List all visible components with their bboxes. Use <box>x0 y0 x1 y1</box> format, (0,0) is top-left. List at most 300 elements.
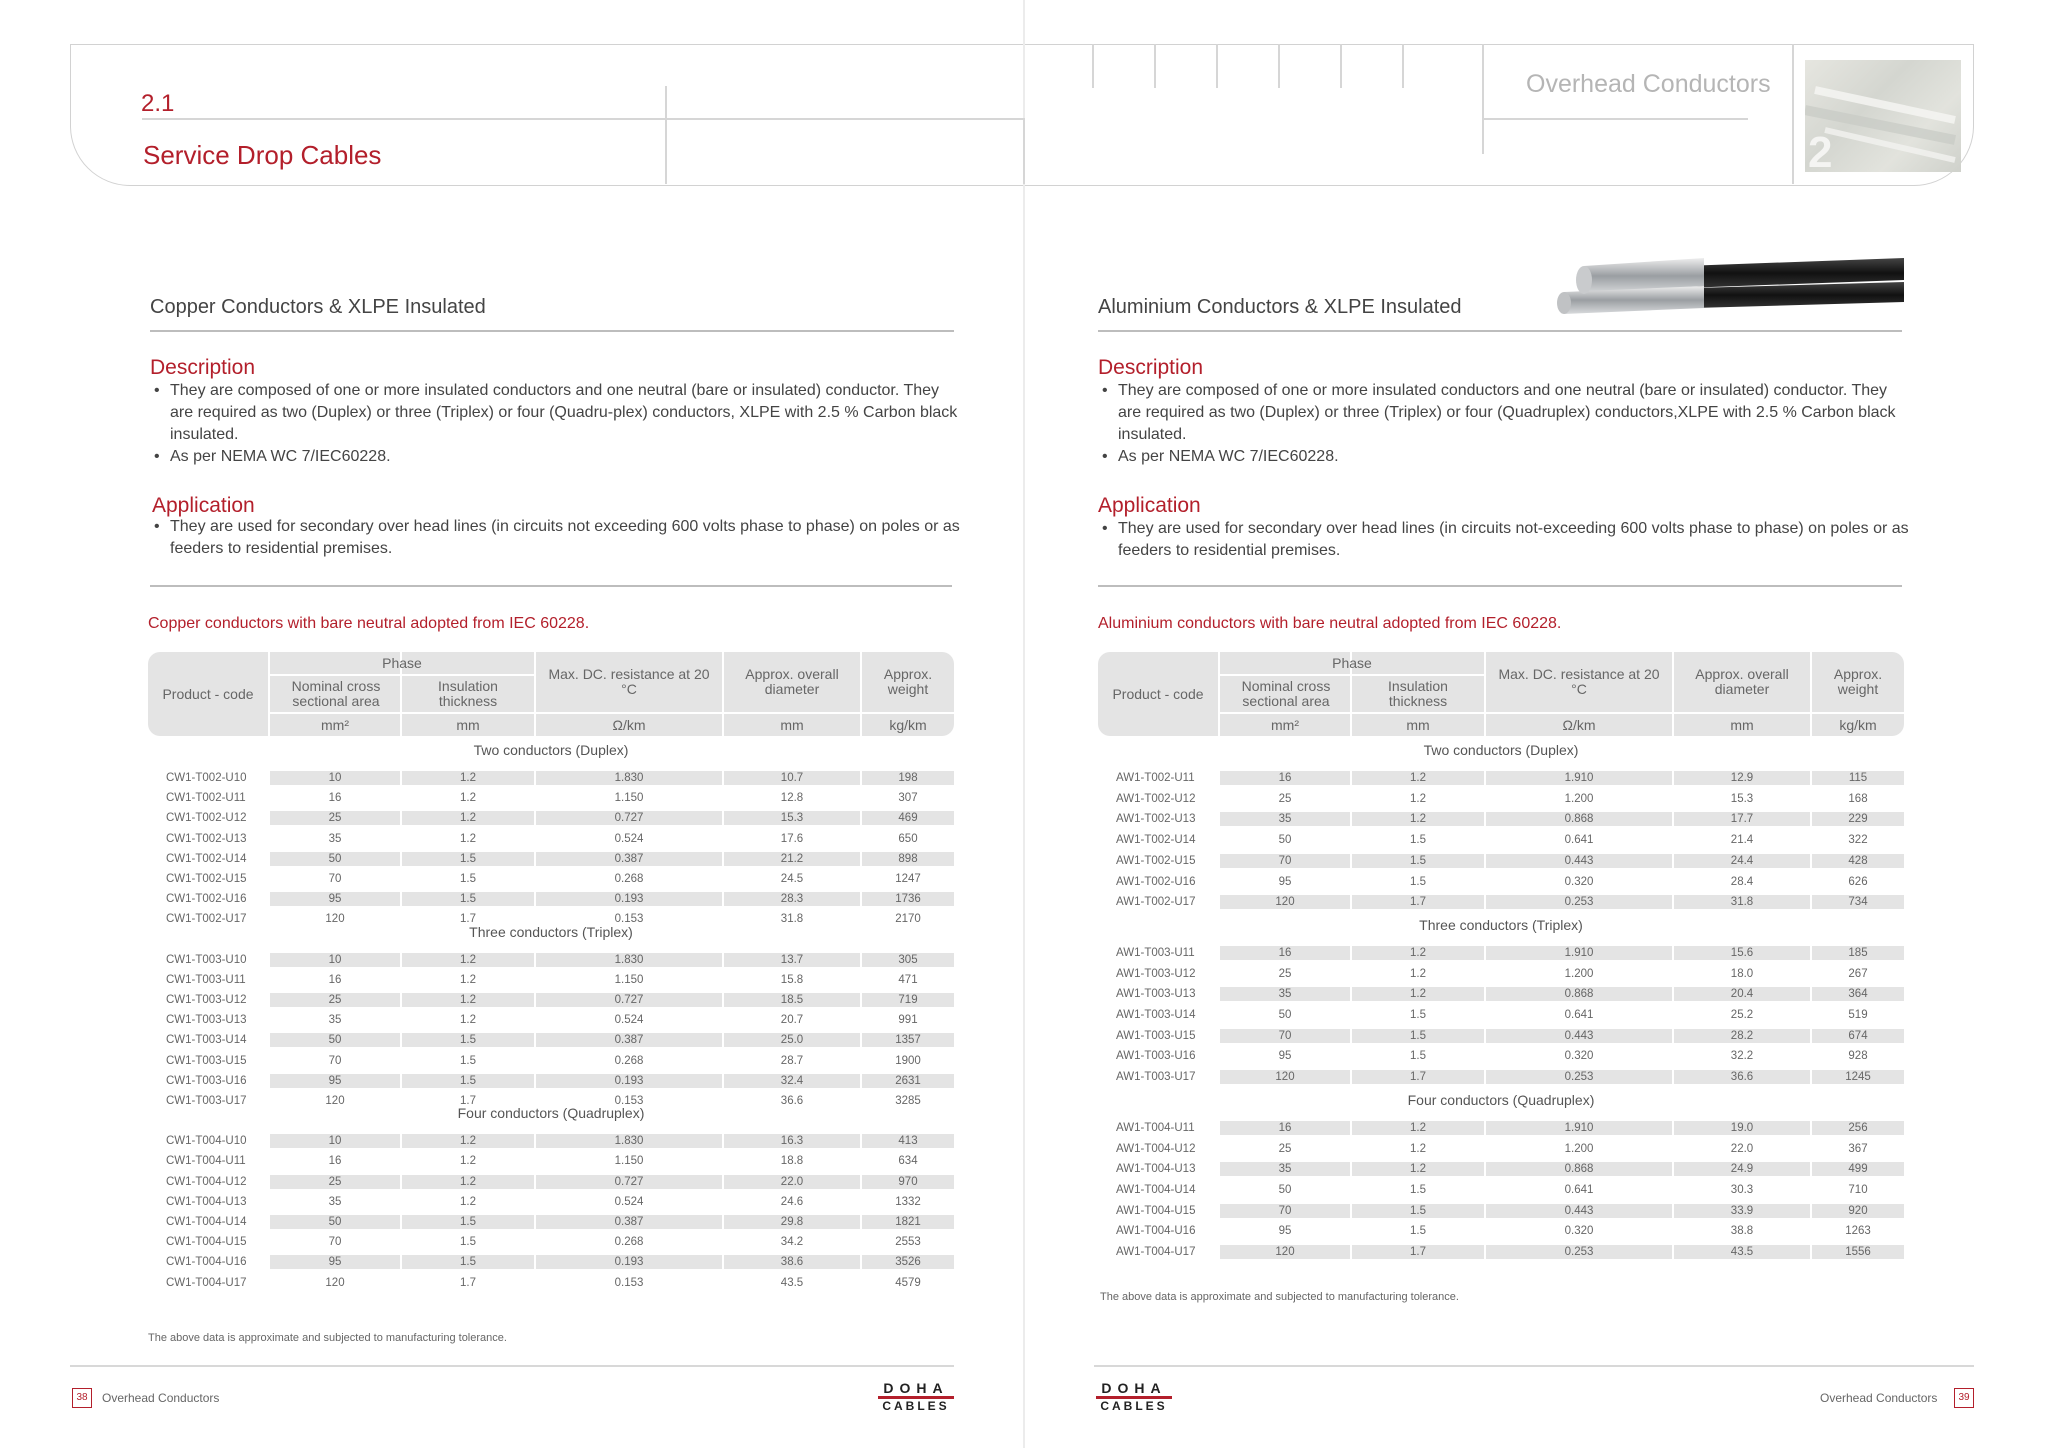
unit-insulation: mm <box>1406 716 1430 733</box>
value-cell: 1.2 <box>460 1195 476 1208</box>
table-row <box>148 1172 954 1192</box>
table-row <box>148 1212 954 1232</box>
value-cell: 1.2 <box>402 1134 534 1148</box>
table-row <box>1098 1005 1904 1025</box>
table-row <box>148 1131 954 1151</box>
header-phase: Phase <box>1332 654 1372 671</box>
value-cell: 120 <box>325 1276 345 1289</box>
description-heading: Description <box>1098 356 1204 379</box>
product-code-cell: CW1-T002-U12 <box>166 812 247 825</box>
tolerance-note: The above data is approximate and subjected to manufacturing tolerance. <box>148 1332 507 1344</box>
page-number: 39 <box>1954 1388 1974 1408</box>
table-header <box>148 652 954 736</box>
table-row <box>1098 1159 1904 1179</box>
table-caption: Copper conductors with bare neutral adopted from IEC 60228. <box>148 615 590 632</box>
product-code-cell: CW1-T004-U14 <box>166 1216 247 1228</box>
product-code-cell: AW1-T003-U16 <box>1116 1050 1196 1063</box>
value-cell: 25.2 <box>1730 1009 1754 1021</box>
value-cell: 0.868 <box>1486 987 1672 1001</box>
tolerance-note: The above data is approximate and subjected to manufacturing tolerance. <box>1100 1291 1459 1303</box>
product-code-cell: AW1-T003-U12 <box>1116 967 1196 980</box>
value-cell: 35 <box>1220 1162 1350 1176</box>
value-cell: 1.150 <box>614 792 644 805</box>
table-row <box>148 768 954 788</box>
value-cell: 70 <box>328 1236 342 1249</box>
logo-top-text: DOHA <box>1101 1380 1167 1396</box>
value-cell: 1.7 <box>1352 1245 1484 1259</box>
group-title: Two conductors (Duplex) <box>473 742 629 758</box>
value-cell: 1.5 <box>1352 1029 1484 1043</box>
value-cell: 1.830 <box>536 953 722 967</box>
value-cell: 1.830 <box>536 1134 722 1148</box>
description-item: • They are composed of one or more insulated conductors and one neutral (bare or insulated) conductor. They are required as two (Duplex) or three (Triplex) or four (Quadru-plex) conductors, XLPE with 2.5 % Carbon black insulated. <box>150 380 960 446</box>
product-code-cell: AW1-T002-U13 <box>1116 813 1196 826</box>
header-insulation: Insulation thickness <box>1388 678 1448 709</box>
product-code-cell: AW1-T002-U12 <box>1116 792 1196 805</box>
table-row <box>148 849 954 869</box>
table-row <box>148 788 954 808</box>
value-cell: 970 <box>862 1175 954 1189</box>
product-code-cell: AW1-T004-U12 <box>1116 1142 1196 1155</box>
value-cell: 1.5 <box>402 1074 534 1088</box>
value-cell: 1.2 <box>1410 792 1426 805</box>
value-cell: 20.4 <box>1674 987 1810 1001</box>
header-area: Nominal cross sectional area <box>291 678 381 709</box>
value-cell: 38.8 <box>1730 1225 1754 1238</box>
header-divider <box>1154 44 1156 88</box>
value-cell: 95 <box>270 1255 400 1269</box>
value-cell: 719 <box>862 993 954 1007</box>
product-code-cell: AW1-T004-U16 <box>1116 1225 1196 1238</box>
value-cell: 469 <box>862 811 954 825</box>
value-cell: 1.910 <box>1486 771 1672 785</box>
table-row <box>148 990 954 1010</box>
table-row <box>1098 1118 1904 1138</box>
table-row <box>148 1151 954 1171</box>
product-code-cell: CW1-T004-U16 <box>166 1256 247 1269</box>
table-row <box>1098 872 1904 892</box>
value-cell: 710 <box>1848 1183 1868 1196</box>
value-cell: 29.8 <box>724 1215 860 1229</box>
value-cell: 18.0 <box>1730 967 1754 980</box>
product-code-cell: AW1-T003-U13 <box>1116 988 1196 1001</box>
value-cell: 30.3 <box>1730 1183 1754 1196</box>
value-cell: 13.7 <box>724 953 860 967</box>
value-cell: 17.6 <box>780 832 804 845</box>
product-code-cell: AW1-T002-U17 <box>1116 896 1196 909</box>
value-cell: 1.150 <box>614 973 644 986</box>
table-row <box>148 1051 954 1071</box>
value-cell: 18.8 <box>780 1155 804 1168</box>
header-product-code: Product - code <box>162 685 254 702</box>
value-cell: 519 <box>1848 1009 1868 1021</box>
product-code-cell: AW1-T004-U17 <box>1116 1246 1196 1258</box>
value-cell: 0.193 <box>536 1074 722 1088</box>
table-row <box>148 869 954 889</box>
table-row <box>148 950 954 970</box>
value-cell: 1357 <box>862 1033 954 1047</box>
table-row <box>148 808 954 828</box>
header-weight: Approx. weight <box>883 666 933 697</box>
value-cell: 3285 <box>895 1095 921 1107</box>
value-cell: 95 <box>270 1074 400 1088</box>
product-code-cell: AW1-T003-U14 <box>1116 1009 1196 1021</box>
product-code-cell: CW1-T002-U13 <box>166 832 247 845</box>
value-cell: 1.200 <box>1564 1142 1594 1155</box>
value-cell: 0.641 <box>1564 834 1594 847</box>
footer-text: Overhead Conductors <box>102 1391 220 1405</box>
value-cell: 35 <box>1220 987 1350 1001</box>
value-cell: 1245 <box>1812 1070 1904 1084</box>
value-cell: 16 <box>328 973 342 986</box>
value-cell: 50 <box>270 852 400 866</box>
value-cell: 0.320 <box>1564 1050 1594 1063</box>
value-cell: 43.5 <box>780 1276 804 1289</box>
value-cell: 25 <box>270 993 400 1007</box>
group-title: Four conductors (Quadruplex) <box>457 1105 645 1122</box>
value-cell: 10 <box>270 953 400 967</box>
value-cell: 115 <box>1812 771 1904 785</box>
value-cell: 1.2 <box>1352 946 1484 960</box>
product-code-cell: AW1-T004-U13 <box>1116 1163 1196 1176</box>
table-row <box>1098 964 1904 984</box>
table-row <box>148 1273 954 1293</box>
value-cell: 0.641 <box>1564 1183 1594 1196</box>
value-cell: 16 <box>328 1155 342 1168</box>
value-cell: 1332 <box>895 1195 921 1208</box>
value-cell: 307 <box>898 792 918 805</box>
value-cell: 22.0 <box>1730 1142 1754 1155</box>
value-cell: 16 <box>1220 771 1350 785</box>
product-code-cell: CW1-T003-U11 <box>166 973 246 986</box>
header-area: Nominal cross sectional area <box>1241 678 1331 709</box>
value-cell: 0.153 <box>614 913 644 926</box>
value-cell: 1.2 <box>1410 967 1426 980</box>
value-cell: 0.727 <box>536 993 722 1007</box>
value-cell: 0.443 <box>1486 854 1672 868</box>
value-cell: 0.868 <box>1486 1162 1672 1176</box>
value-cell: 95 <box>1278 1050 1292 1063</box>
header-insulation: Insulation thickness <box>438 678 498 709</box>
value-cell: 626 <box>1848 875 1868 888</box>
table-row <box>148 1192 954 1212</box>
value-cell: 0.193 <box>536 892 722 906</box>
value-cell: 1.5 <box>402 1215 534 1229</box>
value-cell: 16 <box>328 792 342 805</box>
value-cell: 28.3 <box>724 892 860 906</box>
value-cell: 1.7 <box>1352 1070 1484 1084</box>
value-cell: 1.200 <box>1564 792 1594 805</box>
value-cell: 499 <box>1812 1162 1904 1176</box>
value-cell: 70 <box>1220 854 1350 868</box>
value-cell: 22.0 <box>724 1175 860 1189</box>
value-cell: 120 <box>1220 895 1350 909</box>
table-row <box>1098 1180 1904 1200</box>
table-row <box>1098 943 1904 963</box>
value-cell: 32.4 <box>724 1074 860 1088</box>
value-cell: 920 <box>1812 1204 1904 1218</box>
product-code-cell: AW1-T004-U15 <box>1116 1204 1196 1217</box>
value-cell: 0.320 <box>1564 875 1594 888</box>
header-diameter: Approx. overall diameter <box>745 666 839 697</box>
value-cell: 229 <box>1812 812 1904 826</box>
value-cell: 31.8 <box>1674 895 1810 909</box>
value-cell: 0.153 <box>614 1095 644 1107</box>
table-row <box>148 1010 954 1030</box>
table-row <box>1098 768 1904 788</box>
value-cell: 1.2 <box>402 771 534 785</box>
value-cell: 1.7 <box>460 913 476 926</box>
value-cell: 70 <box>1220 1204 1350 1218</box>
value-cell: 0.387 <box>536 1215 722 1229</box>
value-cell: 2631 <box>862 1074 954 1088</box>
value-cell: 36.6 <box>780 1095 804 1107</box>
product-code-cell: AW1-T003-U17 <box>1116 1071 1196 1084</box>
table-row <box>148 1232 954 1252</box>
product-code-cell: CW1-T002-U15 <box>166 873 247 885</box>
value-cell: 1.2 <box>460 1014 476 1027</box>
value-cell: 1.7 <box>1352 895 1484 909</box>
value-cell: 413 <box>862 1134 954 1148</box>
value-cell: 1.2 <box>1410 1142 1426 1155</box>
description-item: • As per NEMA WC 7/IEC60228. <box>150 446 960 468</box>
product-code-cell: AW1-T004-U14 <box>1116 1183 1196 1196</box>
value-cell: 24.5 <box>780 873 804 885</box>
value-cell: 0.320 <box>1564 1225 1594 1238</box>
header-right-title: Overhead Conductors <box>1526 70 1771 98</box>
application-item: • They are used for secondary over head lines (in circuits not-exceeding 600 volts phase to phase) on poles or as feeders to residential premises. <box>1098 518 1910 562</box>
value-cell: 38.6 <box>724 1255 860 1269</box>
value-cell: 25 <box>1278 792 1292 805</box>
value-cell: 28.2 <box>1674 1029 1810 1043</box>
value-cell: 35 <box>328 1195 342 1208</box>
table-row <box>148 889 954 909</box>
value-cell: 1.2 <box>1352 771 1484 785</box>
value-cell: 198 <box>862 771 954 785</box>
value-cell: 35 <box>328 832 342 845</box>
unit-resistance: Ω/km <box>612 716 646 733</box>
value-cell: 25 <box>270 811 400 825</box>
value-cell: 1.5 <box>460 873 476 885</box>
spine-line <box>1023 0 1025 1448</box>
header-divider <box>1482 44 1484 154</box>
value-cell: 1.2 <box>460 973 476 986</box>
value-cell: 33.9 <box>1674 1204 1810 1218</box>
value-cell: 1.2 <box>460 792 476 805</box>
application-heading: Application <box>152 494 255 517</box>
value-cell: 28.4 <box>1730 875 1754 888</box>
table-caption: Aluminium conductors with bare neutral adopted from IEC 60228. <box>1098 615 1562 632</box>
value-cell: 1.2 <box>402 993 534 1007</box>
value-cell: 1.5 <box>1410 1009 1426 1021</box>
value-cell: 0.727 <box>536 1175 722 1189</box>
value-cell: 3526 <box>862 1255 954 1269</box>
value-cell: 95 <box>1278 1225 1292 1238</box>
header-divider <box>665 86 667 184</box>
unit-resistance: Ω/km <box>1562 716 1596 733</box>
value-cell: 1.5 <box>402 852 534 866</box>
description-item: • They are composed of one or more insulated conductors and one neutral (bare or insulated) conductor. They are required as two (Duplex) or three (Triplex) or four (Quadruplex) conductors,XLPE with 2.5 % Carbon black insulated. <box>1098 380 1910 446</box>
value-cell: 12.8 <box>780 792 804 805</box>
header-divider <box>1340 44 1342 88</box>
value-cell: 0.641 <box>1564 1009 1594 1021</box>
table-header <box>1098 652 1904 736</box>
table-row <box>1098 984 1904 1004</box>
header-resistance: Max. DC. resistance at 20 °C <box>1498 666 1660 697</box>
value-cell: 0.268 <box>614 1054 644 1067</box>
value-cell: 25 <box>270 1175 400 1189</box>
section-number: 2.1 <box>141 90 175 117</box>
value-cell: 1.2 <box>460 1155 476 1168</box>
value-cell: 1.5 <box>1352 854 1484 868</box>
value-cell: 1736 <box>862 892 954 906</box>
application-heading: Application <box>1098 494 1201 517</box>
value-cell: 17.7 <box>1674 812 1810 826</box>
value-cell: 1.5 <box>1410 1183 1426 1196</box>
value-cell: 928 <box>1848 1050 1868 1063</box>
footer-text: Overhead Conductors <box>1820 1391 1938 1405</box>
value-cell: 1.910 <box>1486 1121 1672 1135</box>
table-row <box>1098 1026 1904 1046</box>
value-cell: 1.2 <box>1352 812 1484 826</box>
value-cell: 1.7 <box>460 1095 476 1107</box>
value-cell: 367 <box>1848 1142 1868 1155</box>
value-cell: 0.387 <box>536 1033 722 1047</box>
value-cell: 10 <box>270 771 400 785</box>
value-cell: 32.2 <box>1730 1050 1754 1063</box>
value-cell: 1.7 <box>460 1276 476 1289</box>
header-divider <box>1023 118 1025 184</box>
value-cell: 650 <box>898 832 918 845</box>
value-cell: 31.8 <box>780 913 804 926</box>
value-cell: 267 <box>1848 967 1868 980</box>
value-cell: 35 <box>328 1014 342 1027</box>
application-list <box>150 516 960 560</box>
value-cell: 1.5 <box>460 1054 476 1067</box>
product-code-cell: AW1-T002-U15 <box>1116 854 1196 867</box>
product-code-cell: AW1-T003-U11 <box>1116 946 1195 959</box>
value-cell: 50 <box>1278 1183 1292 1196</box>
value-cell: 10.7 <box>724 771 860 785</box>
value-cell: 0.153 <box>614 1276 644 1289</box>
value-cell: 2553 <box>895 1236 921 1249</box>
product-code-cell: AW1-T002-U14 <box>1116 834 1196 847</box>
header-phase: Phase <box>382 654 422 671</box>
value-cell: 0.387 <box>536 852 722 866</box>
header-rule <box>1482 118 1748 120</box>
table-row <box>148 1071 954 1091</box>
value-cell: 0.443 <box>1486 1029 1672 1043</box>
value-cell: 1.5 <box>402 892 534 906</box>
value-cell: 10 <box>270 1134 400 1148</box>
value-cell: 120 <box>325 1095 345 1107</box>
value-cell: 1.5 <box>402 1255 534 1269</box>
header-rule <box>142 118 1024 120</box>
value-cell: 21.2 <box>724 852 860 866</box>
value-cell: 0.443 <box>1486 1204 1672 1218</box>
value-cell: 50 <box>270 1033 400 1047</box>
value-cell: 15.6 <box>1674 946 1810 960</box>
product-code-cell: CW1-T002-U16 <box>166 893 247 906</box>
value-cell: 25 <box>1278 967 1292 980</box>
value-cell: 1.910 <box>1486 946 1672 960</box>
footer-rule <box>1094 1365 1974 1367</box>
product-code-cell: CW1-T003-U12 <box>166 994 247 1006</box>
value-cell: 1.5 <box>1410 875 1426 888</box>
page-number: 38 <box>72 1388 92 1408</box>
section-title: Service Drop Cables <box>143 140 382 170</box>
application-list <box>1098 518 1910 562</box>
description-heading: Description <box>150 356 256 379</box>
table-row <box>148 1252 954 1272</box>
description-list <box>1098 380 1910 468</box>
header-divider <box>1092 44 1094 88</box>
value-cell: 16 <box>1220 1121 1350 1135</box>
header-divider <box>1278 44 1280 88</box>
table-row <box>1098 789 1904 809</box>
value-cell: 0.253 <box>1486 1070 1672 1084</box>
logo-top-text: DOHA <box>883 1380 949 1396</box>
value-cell: 364 <box>1812 987 1904 1001</box>
group-title: Four conductors (Quadruplex) <box>1407 1091 1595 1108</box>
product-code-cell: CW1-T003-U13 <box>166 1014 247 1027</box>
value-cell: 1263 <box>1845 1225 1871 1238</box>
chapter-number: 2 <box>1808 128 1833 177</box>
value-cell: 50 <box>1278 1009 1292 1021</box>
value-cell: 120 <box>325 913 345 926</box>
product-code-cell: AW1-T002-U16 <box>1116 875 1196 888</box>
product-code-cell: CW1-T003-U17 <box>166 1095 247 1107</box>
value-cell: 0.268 <box>614 873 644 885</box>
header-resistance: Max. DC. resistance at 20 °C <box>548 666 710 697</box>
value-cell: 1.5 <box>1410 1225 1426 1238</box>
logo-bottom-text: CABLES <box>882 1399 950 1413</box>
table-row <box>1098 1201 1904 1221</box>
value-cell: 70 <box>1220 1029 1350 1043</box>
value-cell: 0.524 <box>614 1014 644 1027</box>
product-code-cell: CW1-T003-U15 <box>166 1054 247 1067</box>
product-code-cell: CW1-T004-U12 <box>166 1175 247 1188</box>
value-cell: 471 <box>898 973 918 986</box>
unit-area: mm² <box>321 716 349 733</box>
value-cell: 95 <box>1278 875 1292 888</box>
value-cell: 25 <box>1278 1142 1292 1155</box>
value-cell: 15.3 <box>724 811 860 825</box>
value-cell: 70 <box>328 1054 342 1067</box>
divider <box>150 330 954 332</box>
group-title: Three conductors (Triplex) <box>469 923 633 940</box>
value-cell: 1.2 <box>402 811 534 825</box>
value-cell: 0.193 <box>536 1255 722 1269</box>
value-cell: 21.4 <box>1730 834 1754 847</box>
table-row <box>148 829 954 849</box>
value-cell: 1.830 <box>536 771 722 785</box>
value-cell: 1.2 <box>1352 987 1484 1001</box>
value-cell: 34.2 <box>780 1236 804 1249</box>
value-cell: 50 <box>1278 834 1292 847</box>
table-row <box>1098 1139 1904 1159</box>
product-code-cell: AW1-T002-U11 <box>1116 772 1195 784</box>
product-code-cell: CW1-T003-U14 <box>166 1034 247 1047</box>
value-cell: 12.9 <box>1674 771 1810 785</box>
value-cell: 1556 <box>1812 1245 1904 1259</box>
table-row <box>148 1030 954 1050</box>
group-title: Two conductors (Duplex) <box>1423 742 1579 758</box>
value-cell: 15.8 <box>780 973 804 986</box>
value-cell: 428 <box>1812 854 1904 868</box>
unit-area: mm² <box>1271 716 1299 733</box>
unit-insulation: mm <box>456 716 480 733</box>
